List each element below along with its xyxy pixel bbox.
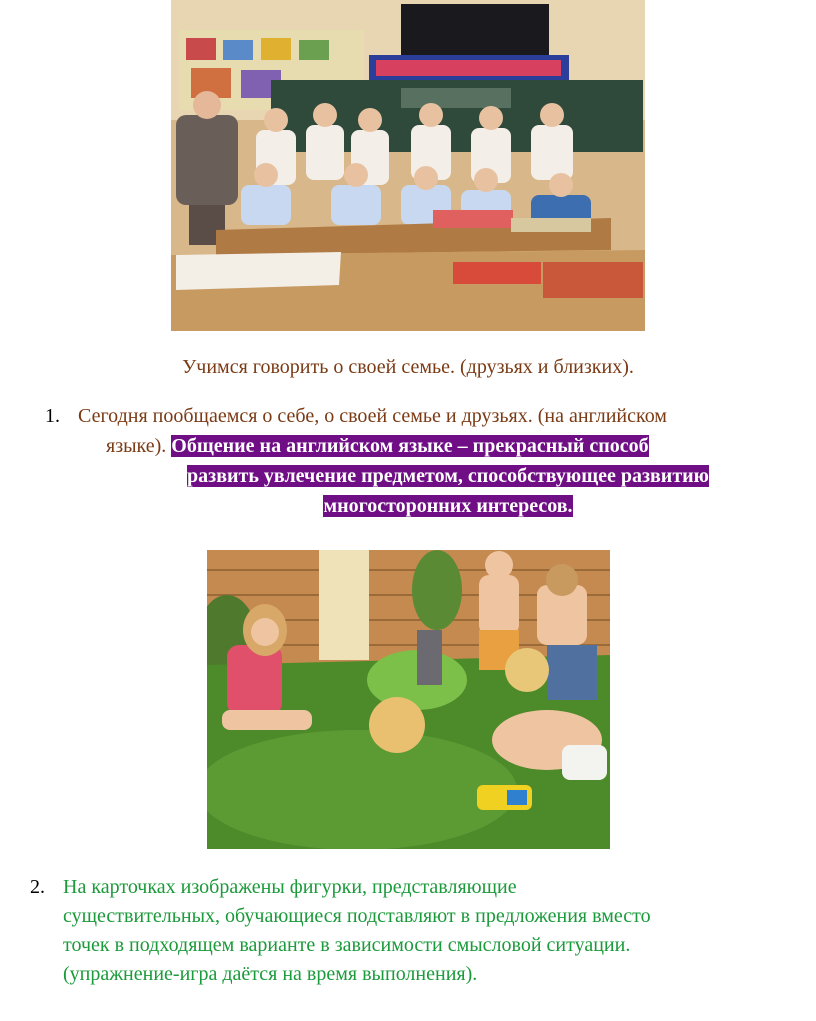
item1-highlight-3: многосторонних интересов.	[323, 495, 573, 517]
item1-line1: Сегодня пообщаемся о себе, о своей семье и друзьях. (на английском	[78, 405, 667, 427]
item2-line1: На карточках изображены фигурки, представляющие	[63, 876, 517, 898]
item1-line2	[40, 431, 810, 461]
item1-highlight-2: развить увлечение предметом, способствующее развитию	[187, 465, 709, 487]
classroom-photo	[171, 0, 645, 331]
item1-line3	[40, 461, 810, 491]
children-playing-photo	[207, 550, 610, 849]
item1-highlight-1: Общение на английском языке – прекрасный способ	[171, 435, 649, 457]
list-number: 2.	[30, 876, 45, 898]
list-item-2	[30, 873, 800, 989]
item2-line2: существительных, обучающиеся подставляют в предложения вместо	[63, 905, 651, 927]
item1-line4	[40, 491, 810, 521]
list-item-1	[40, 401, 810, 521]
item2-line3: точек в подходящем варианте в зависимости смысловой ситуации.	[63, 934, 631, 956]
list-number: 1.	[45, 405, 60, 427]
photo-caption: Учимся говорить о своей семье. (друзьях и близких).	[182, 356, 634, 378]
item2-line4: (упражнение-игра даётся на время выполнения).	[63, 963, 478, 985]
item1-line2-plain: языке).	[106, 435, 172, 457]
